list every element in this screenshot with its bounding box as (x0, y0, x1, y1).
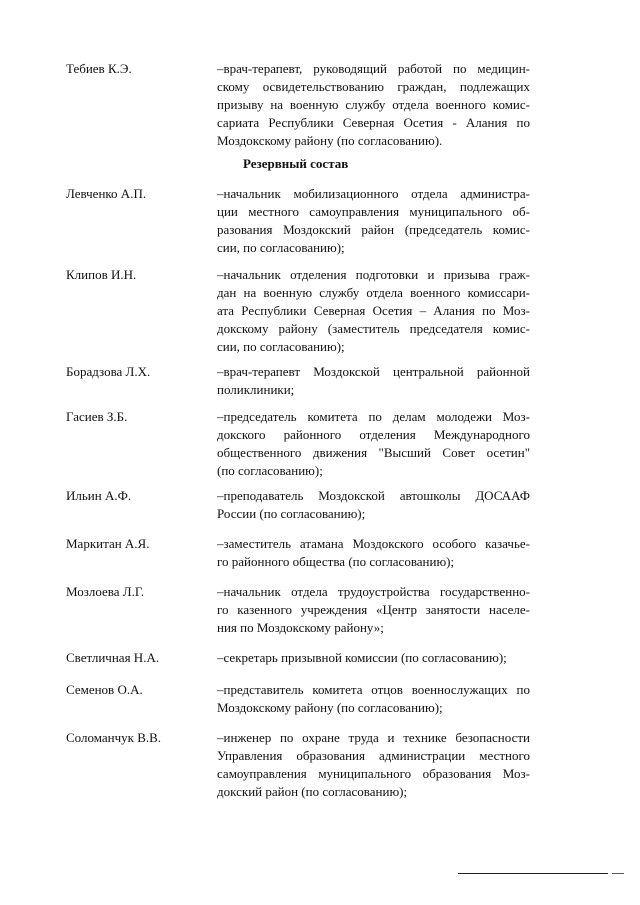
member-role (217, 583, 530, 637)
role-line: поликлиники; (217, 382, 295, 397)
role-line: сии, по согласованию); (217, 339, 345, 354)
role-line: –представитель комитета отцов военнослужащих по (217, 682, 530, 697)
member-role (217, 729, 530, 801)
member-role (217, 535, 530, 571)
role-line: России (по согласованию); (217, 506, 366, 521)
role-line: докский район (по согласованию); (217, 784, 408, 799)
role-line: го районного общества (по согласованию); (217, 554, 455, 569)
role-line: Моздокскому району (по согласованию); (217, 700, 443, 715)
footer-rule-mark (612, 873, 624, 874)
member-role (217, 185, 530, 257)
member-name: Борадзова Л.Х. (66, 364, 151, 379)
role-line: самоуправления муниципального образования Моз- (217, 766, 530, 781)
reserve-heading: Резервный состав (243, 156, 349, 171)
member-role (217, 408, 530, 480)
role-line: –председатель комитета по делам молодежи Моз- (217, 409, 530, 424)
role-line: сариата Республики Северная Осетия - Алания по (217, 115, 530, 130)
role-line: –секретарь призывной комиссии (по согласованию); (217, 650, 507, 665)
role-line: ата Республики Северная Осетия – Алания по Моз- (217, 303, 530, 318)
role-line: –преподаватель Моздокской автошколы ДОСААФ (217, 488, 530, 503)
role-line: –врач-терапевт Моздокской центральной районной (217, 364, 530, 379)
role-line: скому освидетельствованию граждан, подлежащих (217, 79, 530, 94)
role-line: Управления образования администрации местного (217, 748, 530, 763)
role-line: общественного движения "Высший Совет осетин" (217, 445, 530, 460)
member-name: Гасиев З.Б. (66, 409, 128, 424)
member-role (217, 266, 530, 356)
footer-rule (458, 873, 608, 874)
role-line: Моздокскому району (по согласованию). (217, 133, 443, 148)
role-line: ния по Моздокскому району»; (217, 620, 384, 635)
role-line: (по согласованию); (217, 463, 323, 478)
member-name: Тебиев К.Э. (66, 61, 132, 76)
member-name: Мозлоева Л.Г. (66, 584, 145, 599)
role-line: –начальник отдела трудоустройства государственно- (217, 584, 530, 599)
role-line: докского районного отделения Международного (217, 427, 530, 442)
member-name: Левченко А.П. (66, 186, 147, 201)
member-role (217, 363, 530, 399)
role-line: –начальник отделения подготовки и призыва граж- (217, 267, 530, 282)
member-name: Семенов О.А. (66, 682, 143, 697)
role-line: го казенного учреждения «Центр занятости населе- (217, 602, 530, 617)
role-line: разования Моздокский район (председатель комис- (217, 222, 530, 237)
role-line: –врач-терапевт, руководящий работой по медицин- (217, 61, 530, 76)
member-role (217, 681, 530, 717)
member-role (217, 60, 530, 150)
member-role (217, 649, 530, 667)
role-line: докскому району (заместитель председателя комис- (217, 321, 530, 336)
role-line: сии, по согласованию); (217, 240, 345, 255)
role-line: –начальник мобилизационного отдела администра- (217, 186, 530, 201)
role-line: –инженер по охране труда и технике безопасности (217, 730, 530, 745)
member-name: Светличная Н.А. (66, 650, 160, 665)
member-name: Маркитан А.Я. (66, 536, 150, 551)
member-name: Ильин А.Ф. (66, 488, 132, 503)
role-line: –заместитель атамана Моздокского особого казачье- (217, 536, 530, 551)
role-line: призыву на военную службу отдела военного комис- (217, 97, 530, 112)
role-line: дан на военную службу отдела военного комиссари- (217, 285, 530, 300)
member-name: Клипов И.Н. (66, 267, 137, 282)
member-name: Соломанчук В.В. (66, 730, 162, 745)
role-line: ции местного самоуправления муниципального об- (217, 204, 530, 219)
member-role (217, 487, 530, 523)
